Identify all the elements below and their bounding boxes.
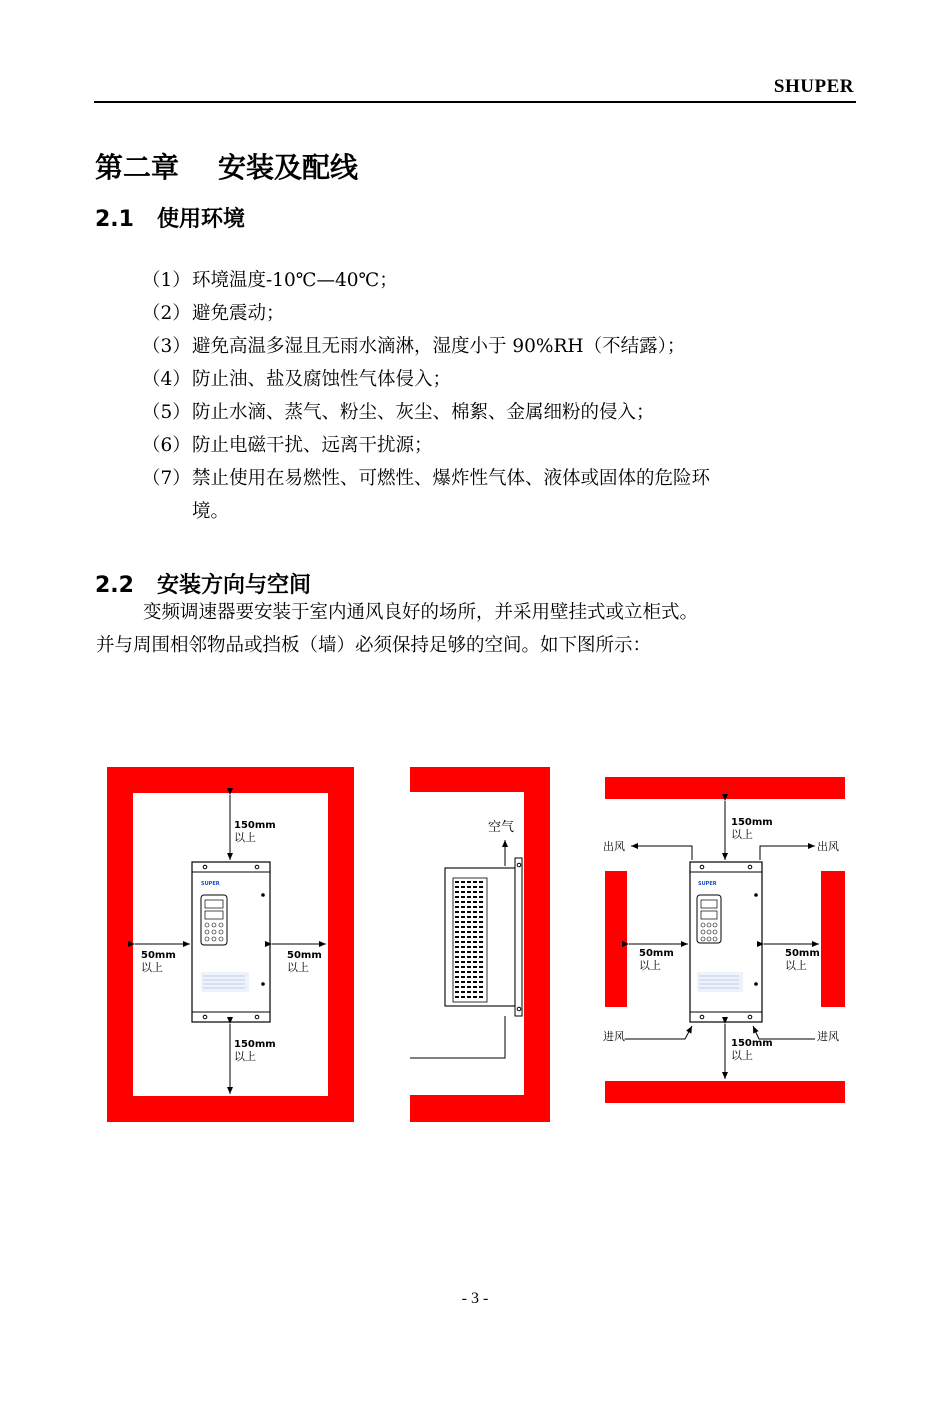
paragraph-line-1: 变频调速器要安装于室内通风良好的场所，并采用壁挂式或立柜式。 — [143, 602, 699, 623]
front-view-diagram — [107, 767, 354, 1122]
list-item: （6）防止电磁干扰、远离干扰源； — [142, 435, 433, 456]
side-view-diagram — [410, 767, 550, 1122]
inlet-right-label: 进风 — [817, 1030, 839, 1043]
svg-text:150mm: 150mm — [731, 817, 773, 828]
svg-text:以上: 以上 — [731, 828, 753, 841]
list-item: （7）禁止使用在易燃性、可燃性、爆炸性气体、液体或固体的危险环 — [142, 468, 711, 489]
device-logo: SUPER — [201, 881, 220, 887]
outlet-right-label: 出风 — [817, 840, 839, 853]
svg-text:150mm: 150mm — [731, 1038, 773, 1049]
page-number: - 3 - — [461, 1290, 489, 1307]
svg-text:50mm: 50mm — [141, 950, 176, 961]
inverter-side — [445, 858, 522, 1016]
header-brand: SHUPER — [773, 76, 854, 97]
section-title-install: 2.2 安装方向与空间 — [95, 573, 311, 598]
list-item: （1）环境温度-10℃—40℃； — [142, 270, 398, 291]
environment-list — [142, 264, 862, 528]
svg-text:以上: 以上 — [234, 1050, 256, 1063]
installation-diagram — [95, 740, 855, 1140]
device-logo: SUPER — [698, 881, 717, 887]
list-item: （2）避免震动； — [142, 303, 285, 324]
inlet-left-label: 进风 — [603, 1030, 625, 1043]
list-item: （5）防止水滴、蒸气、粉尘、灰尘、棉絮、金属细粉的侵入； — [142, 402, 655, 423]
svg-text:以上: 以上 — [141, 961, 163, 974]
list-item-continuation: 境。 — [192, 501, 230, 522]
paragraph-line-2: 并与周围相邻物品或挡板（墙）必须保持足够的空间。如下图所示： — [96, 635, 652, 656]
svg-text:50mm: 50mm — [639, 948, 674, 959]
air-label: 空气 — [488, 820, 515, 835]
svg-text:以上: 以上 — [639, 959, 661, 972]
svg-text:以上: 以上 — [287, 961, 309, 974]
svg-text:50mm: 50mm — [287, 950, 322, 961]
list-item: （3）避免高温多湿且无雨水滴淋，湿度小于 90%RH（不结露）； — [142, 336, 686, 357]
svg-text:50mm: 50mm — [785, 948, 820, 959]
inverter-front — [192, 862, 270, 1022]
svg-text:以上: 以上 — [731, 1049, 753, 1062]
wall-frame — [107, 767, 354, 793]
header-rule — [94, 101, 856, 103]
svg-text:150mm: 150mm — [234, 820, 276, 831]
chapter-title: 第二章 安装及配线 — [95, 151, 358, 184]
outlet-left-label: 出风 — [603, 840, 625, 853]
svg-text:150mm: 150mm — [234, 1039, 276, 1050]
svg-text:以上: 以上 — [785, 959, 807, 972]
list-item: （4）防止油、盐及腐蚀性气体侵入； — [142, 369, 452, 390]
inverter-airflow — [690, 862, 762, 1022]
svg-text:以上: 以上 — [234, 831, 256, 844]
install-paragraph — [96, 596, 856, 662]
section-title-environment: 2.1 使用环境 — [95, 207, 245, 232]
airflow-view-diagram — [603, 777, 845, 1103]
